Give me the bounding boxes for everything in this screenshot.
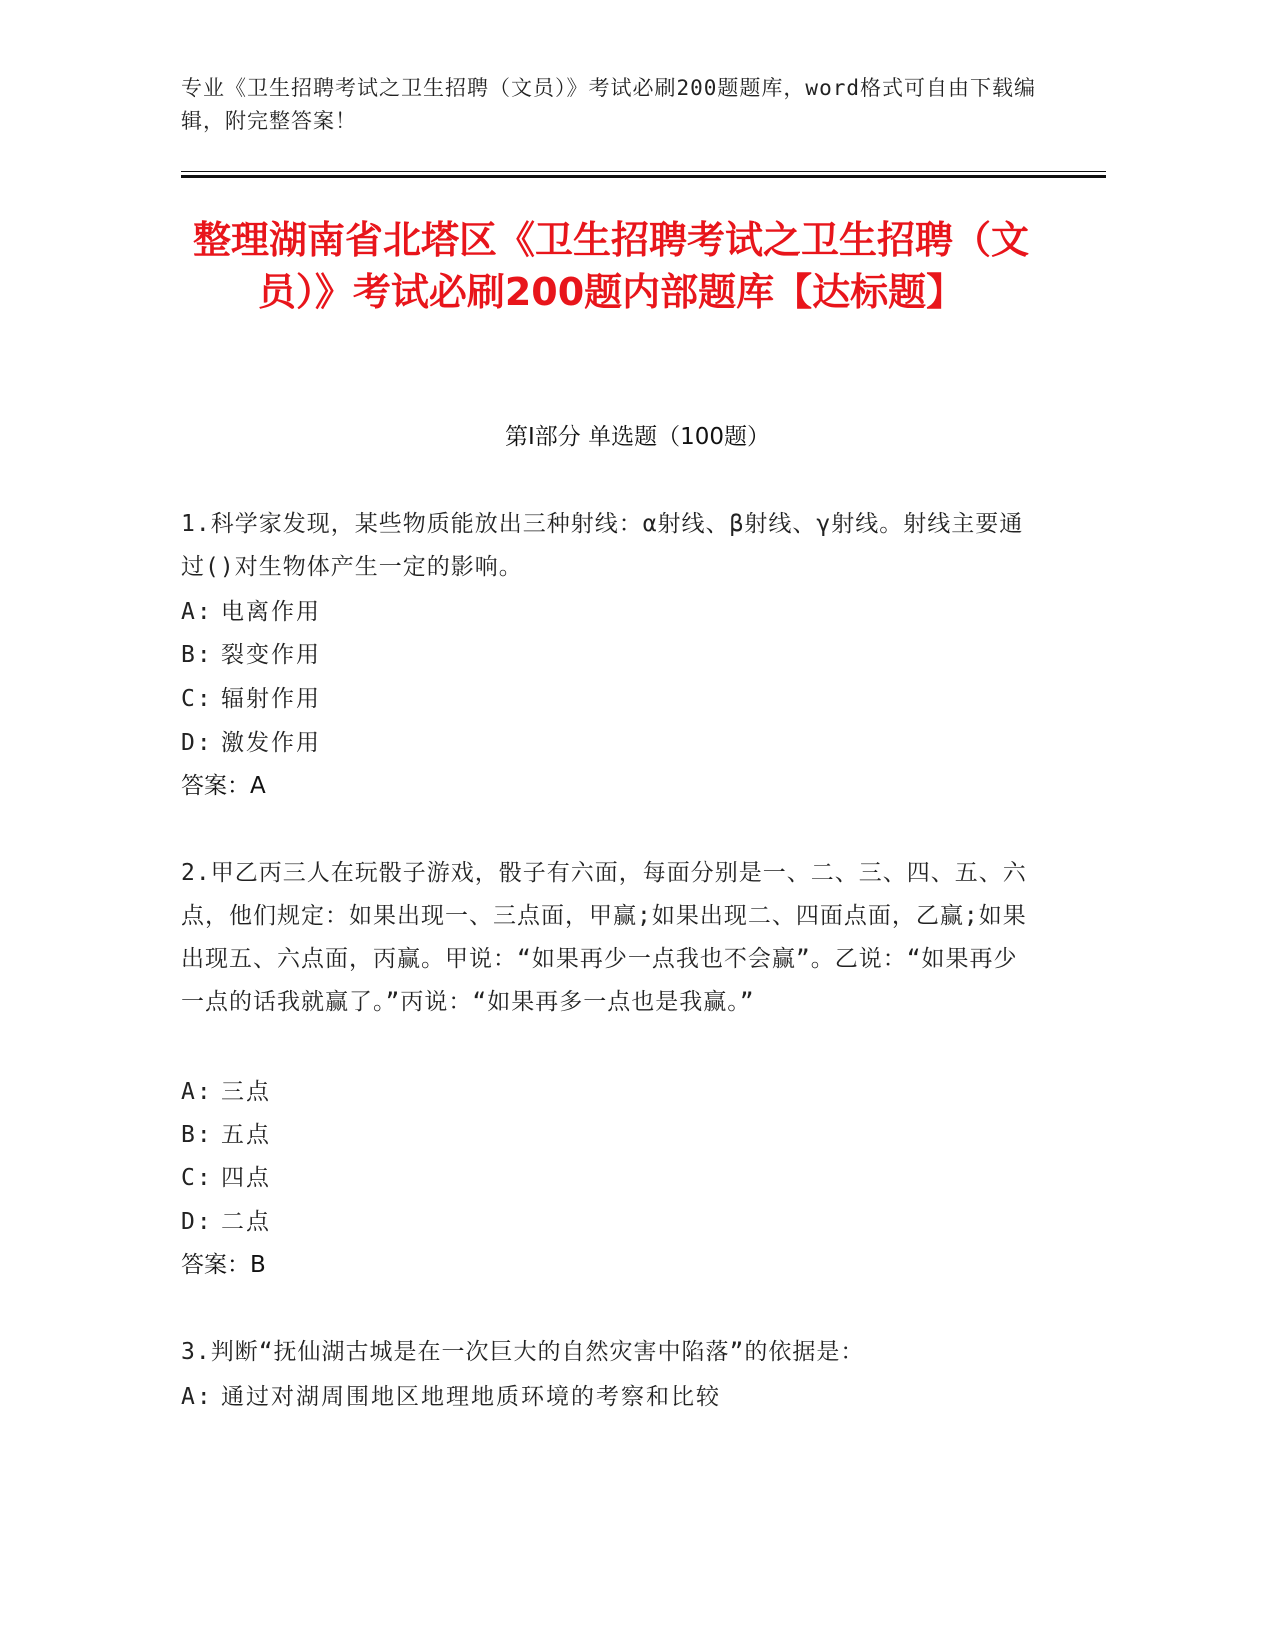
- option-text: 二点: [221, 1209, 271, 1235]
- option-key: A:: [181, 1079, 213, 1105]
- option-a: [181, 1381, 1041, 1413]
- question-text: 1.科学家发现，某些物质能放出三种射线：α射线、β射线、γ射线。射线主要通过()对生物体产生一定的影响。: [181, 511, 1024, 580]
- option-d: [181, 727, 1041, 759]
- option-text: 电离作用: [221, 599, 321, 625]
- option-text: 裂变作用: [221, 642, 321, 668]
- option-key: A:: [181, 599, 213, 625]
- question-text: 2.甲乙丙三人在玩骰子游戏，骰子有六面，每面分别是一、二、三、四、五、六点，他们规定：如果出现一、三点面，甲赢;如果出现二、四面点面，乙赢;如果出现五、六点面，丙赢。甲说：“如果再少一点我也不会赢”。乙说：“如果再少一点的话我就赢了。”丙说：“如果再多一点也是我赢。”: [181, 860, 1027, 1015]
- option-key: D:: [181, 1209, 213, 1235]
- option-a: [181, 596, 1041, 628]
- answer-label: 答案：A: [181, 773, 266, 799]
- header-rule-thin: [181, 171, 1106, 172]
- option-key: B:: [181, 1122, 213, 1148]
- option-b: [181, 1119, 1041, 1151]
- question-text: 3.判断“抚仙湖古城是在一次巨大的自然灾害中陷落”的依据是：: [181, 1339, 865, 1365]
- option-c: [181, 1162, 1041, 1194]
- option-text: 通过对湖周围地区地理地质环境的考察和比较: [221, 1384, 721, 1410]
- header-note: 专业《卫生招聘考试之卫生招聘（文员）》考试必刷200题题库，word格式可自由下载编辑，附完整答案！: [181, 76, 1036, 133]
- option-text: 激发作用: [221, 730, 321, 756]
- option-text: 辐射作用: [221, 686, 321, 712]
- option-key: C:: [181, 686, 213, 712]
- option-key: D:: [181, 730, 213, 756]
- section-title: 第Ⅰ部分 单选题（100题）: [505, 424, 770, 450]
- document-title: 整理湖南省北塔区《卫生招聘考试之卫生招聘（文员）》考试必刷200题内部题库【达标题】: [192, 218, 1029, 314]
- option-a: [181, 1076, 1041, 1108]
- option-text: 四点: [221, 1165, 271, 1191]
- option-key: A:: [181, 1384, 213, 1410]
- header-rule-thick: [181, 175, 1106, 178]
- option-c: [181, 683, 1041, 715]
- answer-label: 答案：B: [181, 1252, 266, 1278]
- option-text: 三点: [221, 1079, 271, 1105]
- option-b: [181, 639, 1041, 671]
- option-d: [181, 1206, 1041, 1238]
- option-text: 五点: [221, 1122, 271, 1148]
- option-key: B:: [181, 642, 213, 668]
- option-key: C:: [181, 1165, 213, 1191]
